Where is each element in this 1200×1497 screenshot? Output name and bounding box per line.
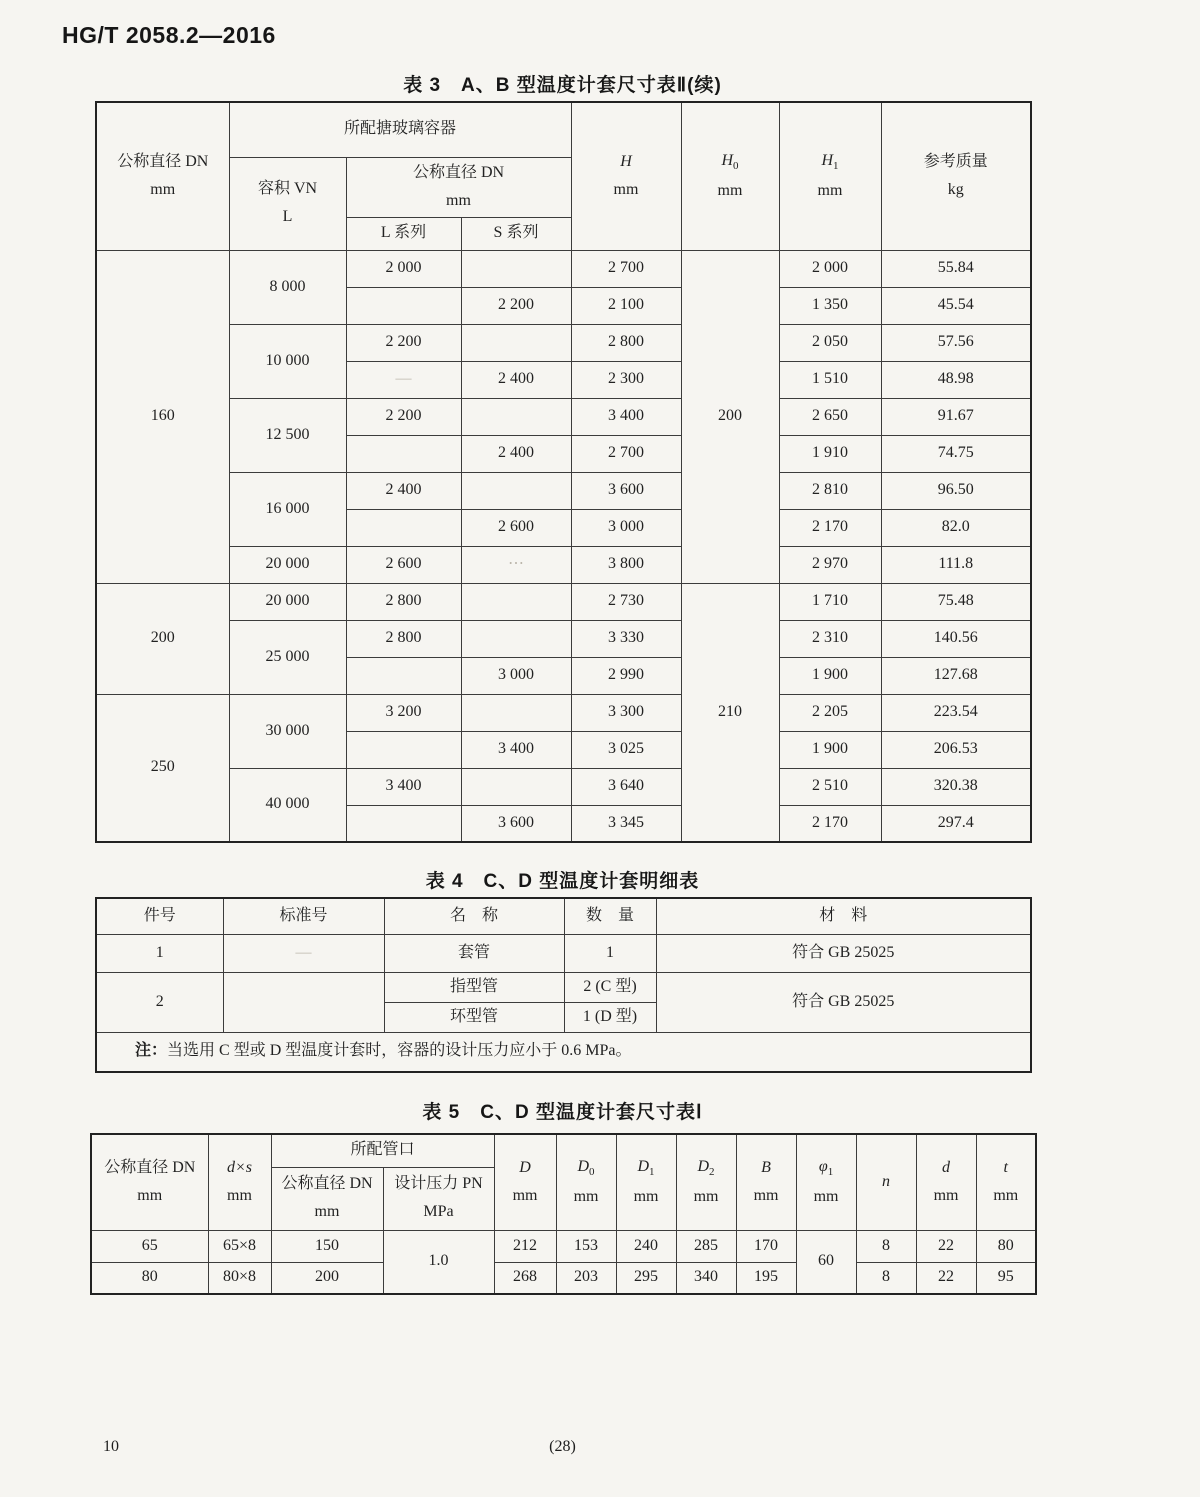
header-d0: $D_0$ mm xyxy=(556,1134,616,1230)
table3-title: 表 3 A、B 型温度计套尺寸表Ⅱ(续) xyxy=(403,75,722,96)
table-cell: 195 xyxy=(736,1262,796,1294)
table-cell xyxy=(461,250,571,287)
table-cell: 3 600 xyxy=(461,805,571,842)
table-cell: — xyxy=(346,361,461,398)
table-cell: 268 xyxy=(494,1262,556,1294)
table-cell: 22 xyxy=(916,1262,976,1294)
header-s-series: S 系列 xyxy=(461,217,571,250)
table-cell: 1 910 xyxy=(779,435,881,472)
table-cell: 2 990 xyxy=(571,657,681,694)
table-cell: 80 xyxy=(91,1262,208,1294)
note-text: 当选用 C 型或 D 型温度计套时，容器的设计压力应小于 0.6 MPa。 xyxy=(167,1042,632,1060)
header-h1: $H_1$ mm xyxy=(779,102,881,250)
table-cell: 8 xyxy=(856,1230,916,1262)
table-cell: 340 xyxy=(676,1262,736,1294)
table-cell: 2 200 xyxy=(346,398,461,435)
table-row xyxy=(91,1262,1036,1294)
header-name: 名 称 xyxy=(384,898,564,934)
standard-number: HG/T 2058.2—2016 xyxy=(62,22,276,48)
table-cell: 57.56 xyxy=(881,324,1031,361)
table-cell: 3 200 xyxy=(346,694,461,731)
table-cell: 80 xyxy=(976,1230,1036,1262)
table-cell xyxy=(461,768,571,805)
table-row xyxy=(96,583,1031,620)
table-cell xyxy=(346,435,461,472)
table-cell: 3 600 xyxy=(571,472,681,509)
header-mass: 参考质量 kg xyxy=(881,102,1031,250)
table-cell: 206.53 xyxy=(881,731,1031,768)
table-cell: 3 300 xyxy=(571,694,681,731)
table-cell: 203 xyxy=(556,1262,616,1294)
table-cell: 环型管 xyxy=(384,1002,564,1032)
table-cell: 3 345 xyxy=(571,805,681,842)
table-cell: 45.54 xyxy=(881,287,1031,324)
table-cell: 74.75 xyxy=(881,435,1031,472)
table-cell: 2 400 xyxy=(346,472,461,509)
table-cell: 20 000 xyxy=(229,583,346,620)
table-cell: 套管 xyxy=(384,934,564,972)
table-cell xyxy=(346,509,461,546)
header-dn: 公称直径 DN mm xyxy=(91,1134,208,1230)
table-cell: 符合 GB 25025 xyxy=(656,972,1031,1032)
header-d: D mm xyxy=(494,1134,556,1230)
table-cell: 212 xyxy=(494,1230,556,1262)
header-d2: $D_2$ mm xyxy=(676,1134,736,1230)
table-cell: 140.56 xyxy=(881,620,1031,657)
table-cell: 3 640 xyxy=(571,768,681,805)
table-cell: 3 000 xyxy=(461,657,571,694)
table-row xyxy=(96,250,1031,287)
header-port-group: 所配管口 xyxy=(271,1134,494,1167)
table-cell: 30 000 xyxy=(229,694,346,768)
table-cell: 240 xyxy=(616,1230,676,1262)
table-cell: 65×8 xyxy=(208,1230,271,1262)
table-cell: 153 xyxy=(556,1230,616,1262)
sheet-number: (28) xyxy=(549,1438,576,1455)
table-cell: 3 400 xyxy=(571,398,681,435)
table-cell: 2 200 xyxy=(346,324,461,361)
header-dn: 公称直径 DN mm xyxy=(96,102,229,250)
header-n: n xyxy=(856,1134,916,1230)
table-cell: 223.54 xyxy=(881,694,1031,731)
table-cell: 1 510 xyxy=(779,361,881,398)
table-cell: 2 700 xyxy=(571,250,681,287)
table5-title: 表 5 C、D 型温度计套尺寸表Ⅰ xyxy=(422,1102,703,1123)
table-cell: 2 800 xyxy=(346,620,461,657)
header-b: B mm xyxy=(736,1134,796,1230)
table-cell: 80×8 xyxy=(208,1262,271,1294)
table-cell: 200 xyxy=(681,250,779,583)
table-row xyxy=(96,898,1031,934)
table-cell: ⋯ xyxy=(461,546,571,583)
table-cell: 2 310 xyxy=(779,620,881,657)
table-row xyxy=(96,324,1031,361)
table-cell: 150 xyxy=(271,1230,383,1262)
header-t: t mm xyxy=(976,1134,1036,1230)
table-cell: 1.0 xyxy=(383,1230,494,1294)
table-cell: 8 000 xyxy=(229,250,346,324)
table-cell: 2 600 xyxy=(461,509,571,546)
table-cell: 40 000 xyxy=(229,768,346,842)
table-cell: 8 xyxy=(856,1262,916,1294)
table-cell: 1 710 xyxy=(779,583,881,620)
header-h0: $H_0$ mm xyxy=(681,102,779,250)
table-row xyxy=(96,972,1031,1002)
table-cell: 96.50 xyxy=(881,472,1031,509)
table-cell: 2 650 xyxy=(779,398,881,435)
header-port-dn: 公称直径 DN mm xyxy=(271,1167,383,1230)
table-cell: 250 xyxy=(96,694,229,842)
table-cell: 2 600 xyxy=(346,546,461,583)
table-cell: 10 000 xyxy=(229,324,346,398)
table-cell: 48.98 xyxy=(881,361,1031,398)
table-cell: 65 xyxy=(91,1230,208,1262)
header-pn: 设计压力 PN MPa xyxy=(383,1167,494,1230)
header-dxs: d×s mm xyxy=(208,1134,271,1230)
table-cell: 22 xyxy=(916,1230,976,1262)
table-cell xyxy=(461,620,571,657)
table-cell: 3 400 xyxy=(461,731,571,768)
table-cell: 55.84 xyxy=(881,250,1031,287)
header-vn: 容积 VN L xyxy=(229,157,346,250)
table-cell: 16 000 xyxy=(229,472,346,546)
header-qty: 数 量 xyxy=(564,898,656,934)
table-cell: 2 200 xyxy=(461,287,571,324)
table-cell: 1 350 xyxy=(779,287,881,324)
table-row xyxy=(96,398,1031,435)
table-row xyxy=(96,546,1031,583)
table-note xyxy=(96,1032,1031,1072)
header-std-no: 标准号 xyxy=(223,898,384,934)
header-phi1: $\varphi_1$ mm xyxy=(796,1134,856,1230)
table-cell: 12 500 xyxy=(229,398,346,472)
header-material: 材 料 xyxy=(656,898,1031,934)
table-cell: 2 970 xyxy=(779,546,881,583)
table-cell: 295 xyxy=(616,1262,676,1294)
table-cell: 2 170 xyxy=(779,509,881,546)
header-d-small: d mm xyxy=(916,1134,976,1230)
table-cell xyxy=(223,972,384,1032)
table-row xyxy=(96,102,1031,157)
table-cell: 2 700 xyxy=(571,435,681,472)
table-cell: 2 800 xyxy=(346,583,461,620)
table-cell: 210 xyxy=(681,583,779,842)
table-cell xyxy=(346,287,461,324)
header-l-series: L 系列 xyxy=(346,217,461,250)
table-cell xyxy=(461,398,571,435)
table-cell: 200 xyxy=(271,1262,383,1294)
table-cell: 1 900 xyxy=(779,731,881,768)
page-number: 10 xyxy=(103,1438,119,1455)
table-cell: 25 000 xyxy=(229,620,346,694)
table-row xyxy=(91,1134,1036,1167)
table-cell: 95 xyxy=(976,1262,1036,1294)
table-cell: 200 xyxy=(96,583,229,694)
table-cell xyxy=(346,805,461,842)
table-cell: 2 400 xyxy=(461,361,571,398)
table-row xyxy=(96,694,1031,731)
table-cell: 指型管 xyxy=(384,972,564,1002)
table-cell: 2 000 xyxy=(346,250,461,287)
table-row xyxy=(91,1230,1036,1262)
table-cell: 3 800 xyxy=(571,546,681,583)
table-cell: 91.67 xyxy=(881,398,1031,435)
table-cell: 127.68 xyxy=(881,657,1031,694)
table-cell: 2 050 xyxy=(779,324,881,361)
table-cell: 3 025 xyxy=(571,731,681,768)
header-part-no: 件号 xyxy=(96,898,223,934)
table-cell: 3 000 xyxy=(571,509,681,546)
table-cell: 2 100 xyxy=(571,287,681,324)
table-cell: 2 300 xyxy=(571,361,681,398)
table-cell: 2 510 xyxy=(779,768,881,805)
table-row xyxy=(96,1032,1031,1072)
table-cell xyxy=(461,694,571,731)
header-d1: $D_1$ mm xyxy=(616,1134,676,1230)
table-cell xyxy=(461,472,571,509)
table-cell: 170 xyxy=(736,1230,796,1262)
table-cell xyxy=(461,583,571,620)
table-cell: 符合 GB 25025 xyxy=(656,934,1031,972)
table-cell: 285 xyxy=(676,1230,736,1262)
table-cell: 2 170 xyxy=(779,805,881,842)
table-cell xyxy=(461,324,571,361)
header-vessel-group: 所配搪玻璃容器 xyxy=(229,102,571,157)
table-cell: 111.8 xyxy=(881,546,1031,583)
table-cell: 82.0 xyxy=(881,509,1031,546)
table5 xyxy=(90,1133,1037,1295)
table-cell: 2 800 xyxy=(571,324,681,361)
table-cell: 1 900 xyxy=(779,657,881,694)
table-cell: 3 330 xyxy=(571,620,681,657)
table-cell: 2 730 xyxy=(571,583,681,620)
table-cell: — xyxy=(223,934,384,972)
table-row xyxy=(96,620,1031,657)
table4 xyxy=(95,897,1032,1073)
table-cell: 2 (C 型) xyxy=(564,972,656,1002)
table-cell: 2 xyxy=(96,972,223,1032)
table-cell: 75.48 xyxy=(881,583,1031,620)
table-cell: 20 000 xyxy=(229,546,346,583)
table-cell: 1 xyxy=(96,934,223,972)
table-cell: 1 (D 型) xyxy=(564,1002,656,1032)
table-cell: 3 400 xyxy=(346,768,461,805)
table-cell: 160 xyxy=(96,250,229,583)
table-cell: 2 000 xyxy=(779,250,881,287)
table-row xyxy=(96,934,1031,972)
table4-title: 表 4 C、D 型温度计套明细表 xyxy=(425,871,700,892)
table-cell: 60 xyxy=(796,1230,856,1294)
table-cell: 297.4 xyxy=(881,805,1031,842)
table-row xyxy=(96,768,1031,805)
table-cell xyxy=(346,731,461,768)
header-h: H mm xyxy=(571,102,681,250)
table-cell xyxy=(346,657,461,694)
table3 xyxy=(95,101,1032,843)
table-cell: 320.38 xyxy=(881,768,1031,805)
table-cell: 2 810 xyxy=(779,472,881,509)
table-cell: 2 400 xyxy=(461,435,571,472)
table-cell: 2 205 xyxy=(779,694,881,731)
table-cell: 1 xyxy=(564,934,656,972)
header-sub-dn: 公称直径 DN mm xyxy=(346,157,571,217)
table-row xyxy=(96,472,1031,509)
note-label: 注： xyxy=(135,1042,168,1060)
